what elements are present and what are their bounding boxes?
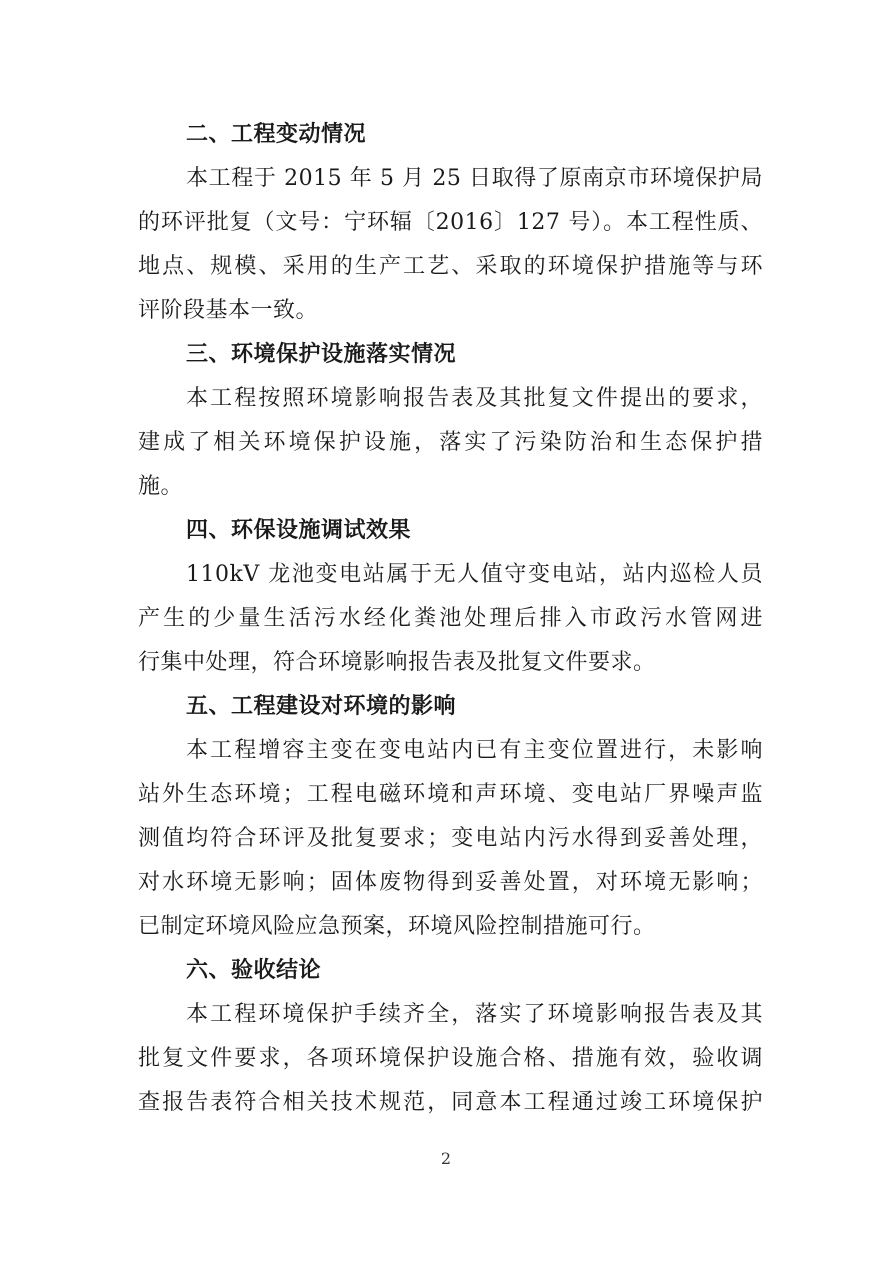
paragraph-line: 的环评批复（文号：宁环辐〔2016〕127 号）。本工程性质、 xyxy=(138,210,763,235)
section-heading-conclusion: 六、验收结论 xyxy=(186,958,322,983)
page-number: 2 xyxy=(440,1149,452,1168)
section-heading-debug-effect: 四、环保设施调试效果 xyxy=(186,518,412,543)
paragraph-line: 产生的少量生活污水经化粪池处理后排入市政污水管网进 xyxy=(138,606,763,631)
paragraph-line: 建成了相关环境保护设施，落实了污染防治和生态保护措 xyxy=(138,430,763,455)
document-body xyxy=(138,113,763,1125)
paragraph-line: 本工程于 2015 年 5 月 25 日取得了原南京市环境保护局 xyxy=(186,166,763,191)
paragraph-line: 本工程环境保护手续齐全，落实了环境影响报告表及其 xyxy=(186,1002,763,1027)
paragraph-line: 查报告表符合相关技术规范，同意本工程通过竣工环境保护 xyxy=(138,1090,763,1115)
paragraph-line: 本工程增容主变在变电站内已有主变位置进行，未影响 xyxy=(186,738,763,763)
paragraph-line: 批复文件要求，各项环境保护设施合格、措施有效，验收调 xyxy=(138,1046,763,1071)
paragraph-line: 对水环境无影响；固体废物得到妥善处置，对环境无影响； xyxy=(138,870,763,895)
section-heading-env-impact: 五、工程建设对环境的影响 xyxy=(186,694,457,719)
paragraph-line: 地点、规模、采用的生产工艺、采取的环境保护措施等与环 xyxy=(138,254,763,279)
paragraph-line: 评阶段基本一致。 xyxy=(138,298,319,323)
paragraph-line: 本工程按照环境影响报告表及其批复文件提出的要求， xyxy=(186,386,763,411)
paragraph-line: 测值均符合环评及批复要求；变电站内污水得到妥善处理， xyxy=(138,826,763,851)
paragraph-line: 站外生态环境；工程电磁环境和声环境、变电站厂界噪声监 xyxy=(138,782,763,807)
paragraph-line: 已制定环境风险应急预案，环境风险控制措施可行。 xyxy=(138,914,656,939)
paragraph-line: 施。 xyxy=(138,474,184,499)
paragraph-line: 110kV 龙池变电站属于无人值守变电站，站内巡检人员 xyxy=(186,562,763,587)
section-heading-project-changes: 二、工程变动情况 xyxy=(186,122,367,147)
section-heading-env-facilities: 三、环境保护设施落实情况 xyxy=(186,342,457,367)
paragraph-line: 行集中处理，符合环境影响报告表及批复文件要求。 xyxy=(138,650,656,675)
